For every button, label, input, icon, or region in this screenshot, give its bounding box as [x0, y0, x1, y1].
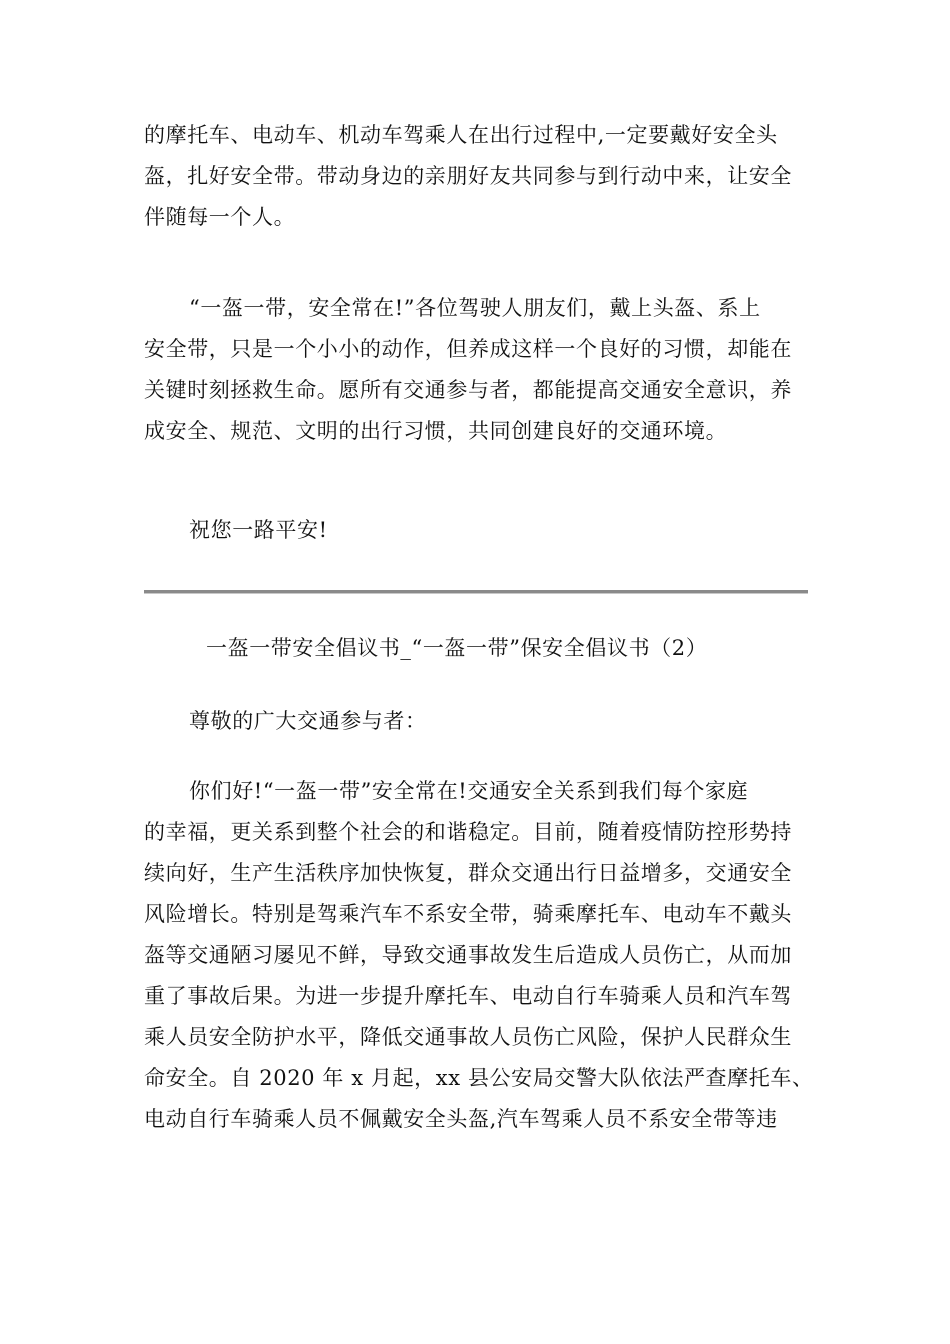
paragraph-line: 风险增长。特别是驾乘汽车不系安全带，骑乘摩托车、电动车不戴头	[144, 902, 792, 926]
paragraph-line: 的幸福，更关系到整个社会的和谐稳定。目前，随着疫情防控形势持	[144, 820, 792, 844]
paragraph-helmet-belt-call	[144, 115, 808, 238]
paragraph-line: 续向好，生产生活秩序加快恢复，群众交通出行日益增多，交通安全	[144, 861, 792, 885]
paragraph-line: “一盔一带，安全常在!”各位驾驶人朋友们，戴上头盔、系上	[189, 296, 761, 320]
paragraph-line: 关键时刻拯救生命。愿所有交通参与者，都能提高交通安全意识，养	[144, 378, 792, 402]
paragraph-line: 命安全。自 2020 年 x 月起，xx 县公安局交警大队依法严查摩托车、	[144, 1066, 814, 1090]
paragraph-line: 的摩托车、电动车、机动车驾乘人在出行过程中,一定要戴好安全头	[144, 123, 778, 147]
salutation-line: 尊敬的广大交通参与者：	[189, 709, 427, 733]
paragraph-line: 伴随每一个人。	[144, 205, 296, 229]
paragraph-line: 安全带，只是一个小小的动作，但养成这样一个良好的习惯，却能在	[144, 337, 792, 361]
closing-line: 祝您一路平安!	[189, 518, 328, 542]
paragraph-line: 重了事故后果。为进一步提升摩托车、电动自行车骑乘人员和汽车驾	[144, 984, 792, 1008]
paragraph-line: 盔，扎好安全带。带动身边的亲朋好友共同参与到行动中来，让安全	[144, 164, 792, 188]
paragraph-slogan	[144, 288, 808, 452]
closing-wish	[144, 510, 808, 551]
section-divider	[144, 590, 808, 594]
paragraph-line: 你们好!“一盔一带”安全常在!交通安全关系到我们每个家庭	[189, 779, 749, 803]
paragraph-line: 盔等交通陋习屡见不鲜，导致交通事故发生后造成人员伤亡，从而加	[144, 943, 792, 967]
paragraph-line: 成安全、规范、文明的出行习惯，共同创建良好的交通环境。	[144, 419, 728, 443]
paragraph-initiative-body	[144, 771, 814, 1140]
paragraph-line: 电动自行车骑乘人员不佩戴安全头盔,汽车驾乘人员不系安全带等违	[144, 1107, 778, 1131]
salutation	[144, 701, 808, 742]
section-title: 一盔一带安全倡议书_“一盔一带”保安全倡议书（2）	[206, 636, 708, 660]
paragraph-line: 乘人员安全防护水平，降低交通事故人员伤亡风险，保护人民群众生	[144, 1025, 792, 1049]
